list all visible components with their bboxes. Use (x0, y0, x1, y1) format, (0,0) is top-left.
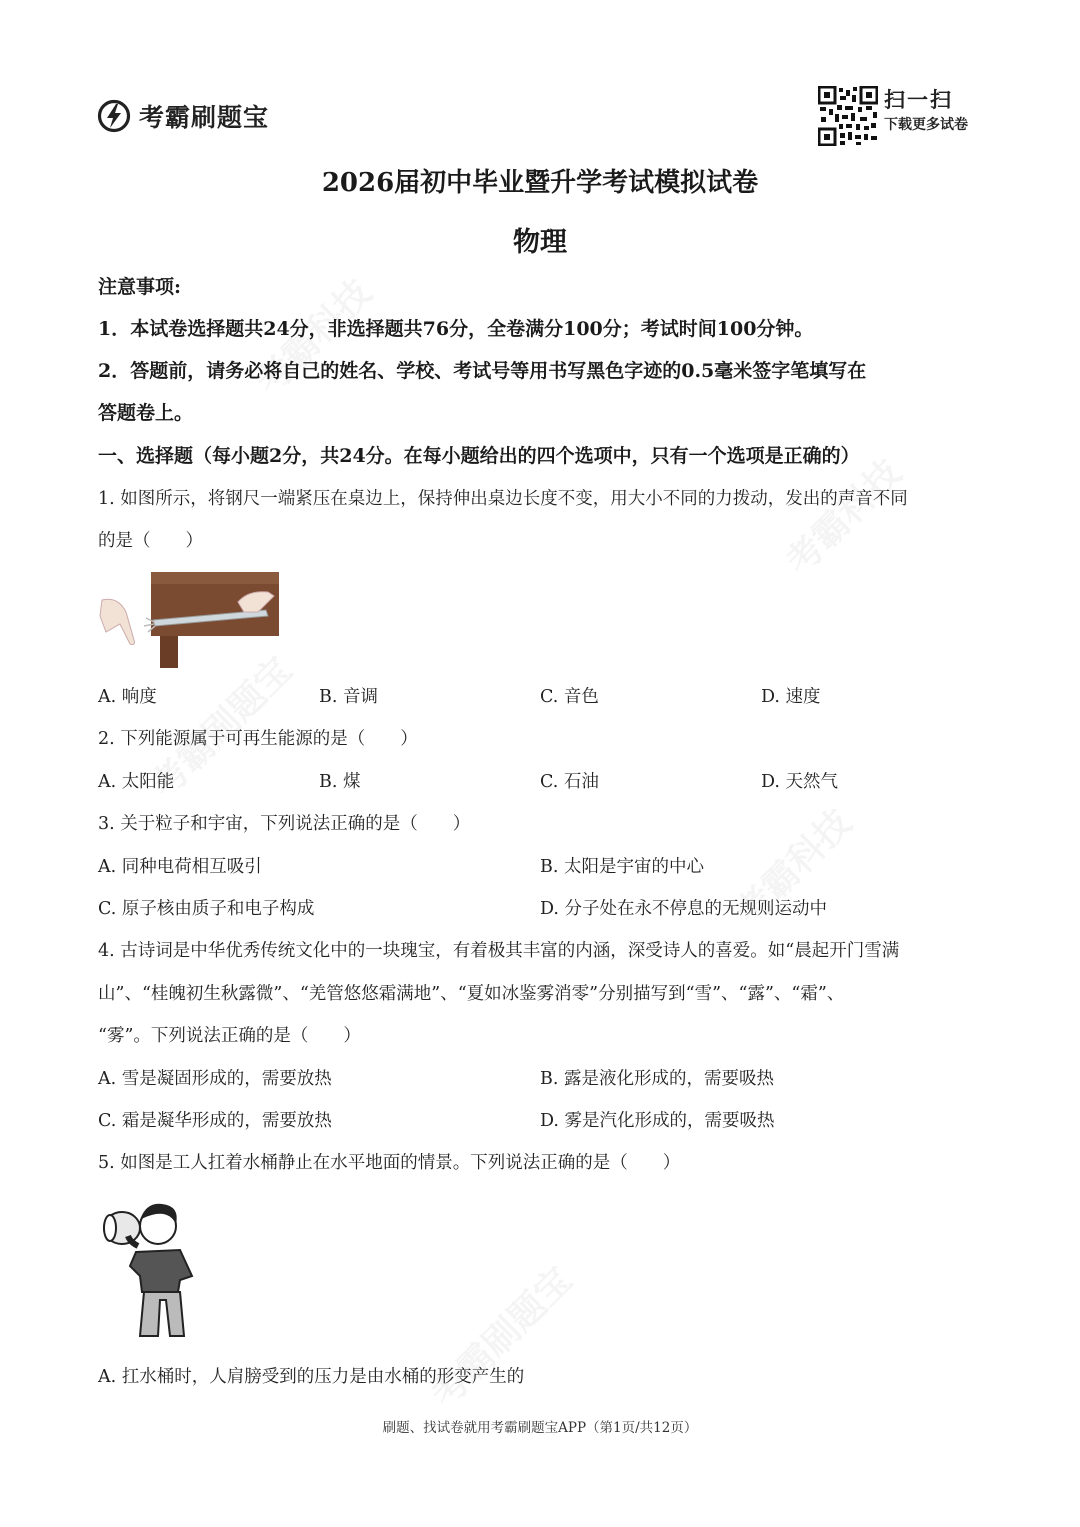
question-4-stem: 4. 古诗词是中华优秀传统文化中的一块瑰宝，有着极其丰富的内涵，深受诗人的喜爱。如“晨起开门雪满 (98, 941, 900, 961)
q3-option-a: A. 同种电荷相互吸引 (98, 857, 262, 877)
q4-option-c: C. 霜是凝华形成的，需要放热 (98, 1111, 332, 1131)
doc-title: 2026届初中毕业暨升学考试模拟试卷 (321, 168, 759, 198)
q3-option-b: B. 太阳是宇宙的中心 (540, 857, 704, 877)
q4-option-b: B. 露是液化形成的，需要吸热 (540, 1069, 774, 1089)
qr-code-icon (818, 86, 878, 146)
q4-option-a: A. 雪是凝固形成的，需要放热 (98, 1069, 332, 1089)
q2-option-a: A. 太阳能 (98, 772, 175, 792)
q3-option-d: D. 分子处在永不停息的无规则运动中 (540, 899, 828, 919)
section-heading: 一、选择题（每小题2分，共24分。在每小题给出的四个选项中，只有一个选项是正确的） (98, 445, 860, 467)
lightning-logo-icon (97, 97, 131, 135)
question-4-stem-cont: 山”、“桂魄初生秋露微”、“羌管悠悠霜满地”、“夏如冰鉴雾消零”分别描写到“雪”、“露”、“霜”、 (98, 984, 845, 1004)
notice-item-2: 2．答题前，请务必将自己的姓名、学校、考试号等用书写黑色字迹的0.5毫米签字笔填写在 (98, 360, 867, 382)
notice-item-2-cont: 答题卷上。 (98, 402, 194, 424)
q1-option-b: B. 音调 (319, 687, 378, 707)
q4-option-d: D. 雾是汽化形成的，需要吸热 (540, 1111, 775, 1131)
q5-option-a: A. 扛水桶时，人肩膀受到的压力是由水桶的形变产生的 (98, 1367, 525, 1387)
scan-title: 扫一扫 (884, 88, 953, 112)
ruler-on-table-figure (98, 572, 280, 668)
q3-option-c: C. 原子核由质子和电子构成 (98, 899, 315, 919)
q2-option-b: B. 煤 (319, 772, 361, 792)
qr-download[interactable] (818, 86, 968, 146)
notice-heading: 注意事项: (98, 276, 182, 298)
scan-subtitle: 下载更多试卷 (884, 117, 968, 133)
subject-title: 物理 (513, 227, 567, 258)
q2-option-d: D. 天然气 (761, 772, 839, 792)
question-5-stem: 5. 如图是工人扛着水桶静止在水平地面的情景。下列说法正确的是（ ） (98, 1153, 681, 1173)
q1-option-a: A. 响度 (98, 687, 157, 707)
question-3-stem: 3. 关于粒子和宇宙，下列说法正确的是（ ） (98, 814, 471, 834)
question-4-stem-cont: “雾”。下列说法正确的是（ ） (98, 1026, 361, 1046)
q1-option-d: D. 速度 (761, 687, 821, 707)
page-footer: 刷题、找试卷就用考霸刷题宝APP（第1页/共12页） (382, 1420, 698, 1436)
q1-option-c: C. 音色 (540, 687, 599, 707)
question-1-stem: 1. 如图所示，将钢尺一端紧压在桌边上，保持伸出桌边长度不变，用大小不同的力拨动，发出的声音不同 (98, 489, 908, 509)
worker-with-bucket-figure (100, 1196, 196, 1340)
brand-logo (97, 96, 269, 136)
question-2-stem: 2. 下列能源属于可再生能源的是（ ） (98, 729, 418, 749)
q2-option-c: C. 石油 (540, 772, 599, 792)
question-1-stem-cont: 的是（ ） (98, 531, 203, 551)
logo-text: 考霸刷题宝 (139, 103, 270, 132)
notice-item-1: 1．本试卷选择题共24分，非选择题共76分，全卷满分100分；考试时间100分钟。 (98, 318, 814, 340)
